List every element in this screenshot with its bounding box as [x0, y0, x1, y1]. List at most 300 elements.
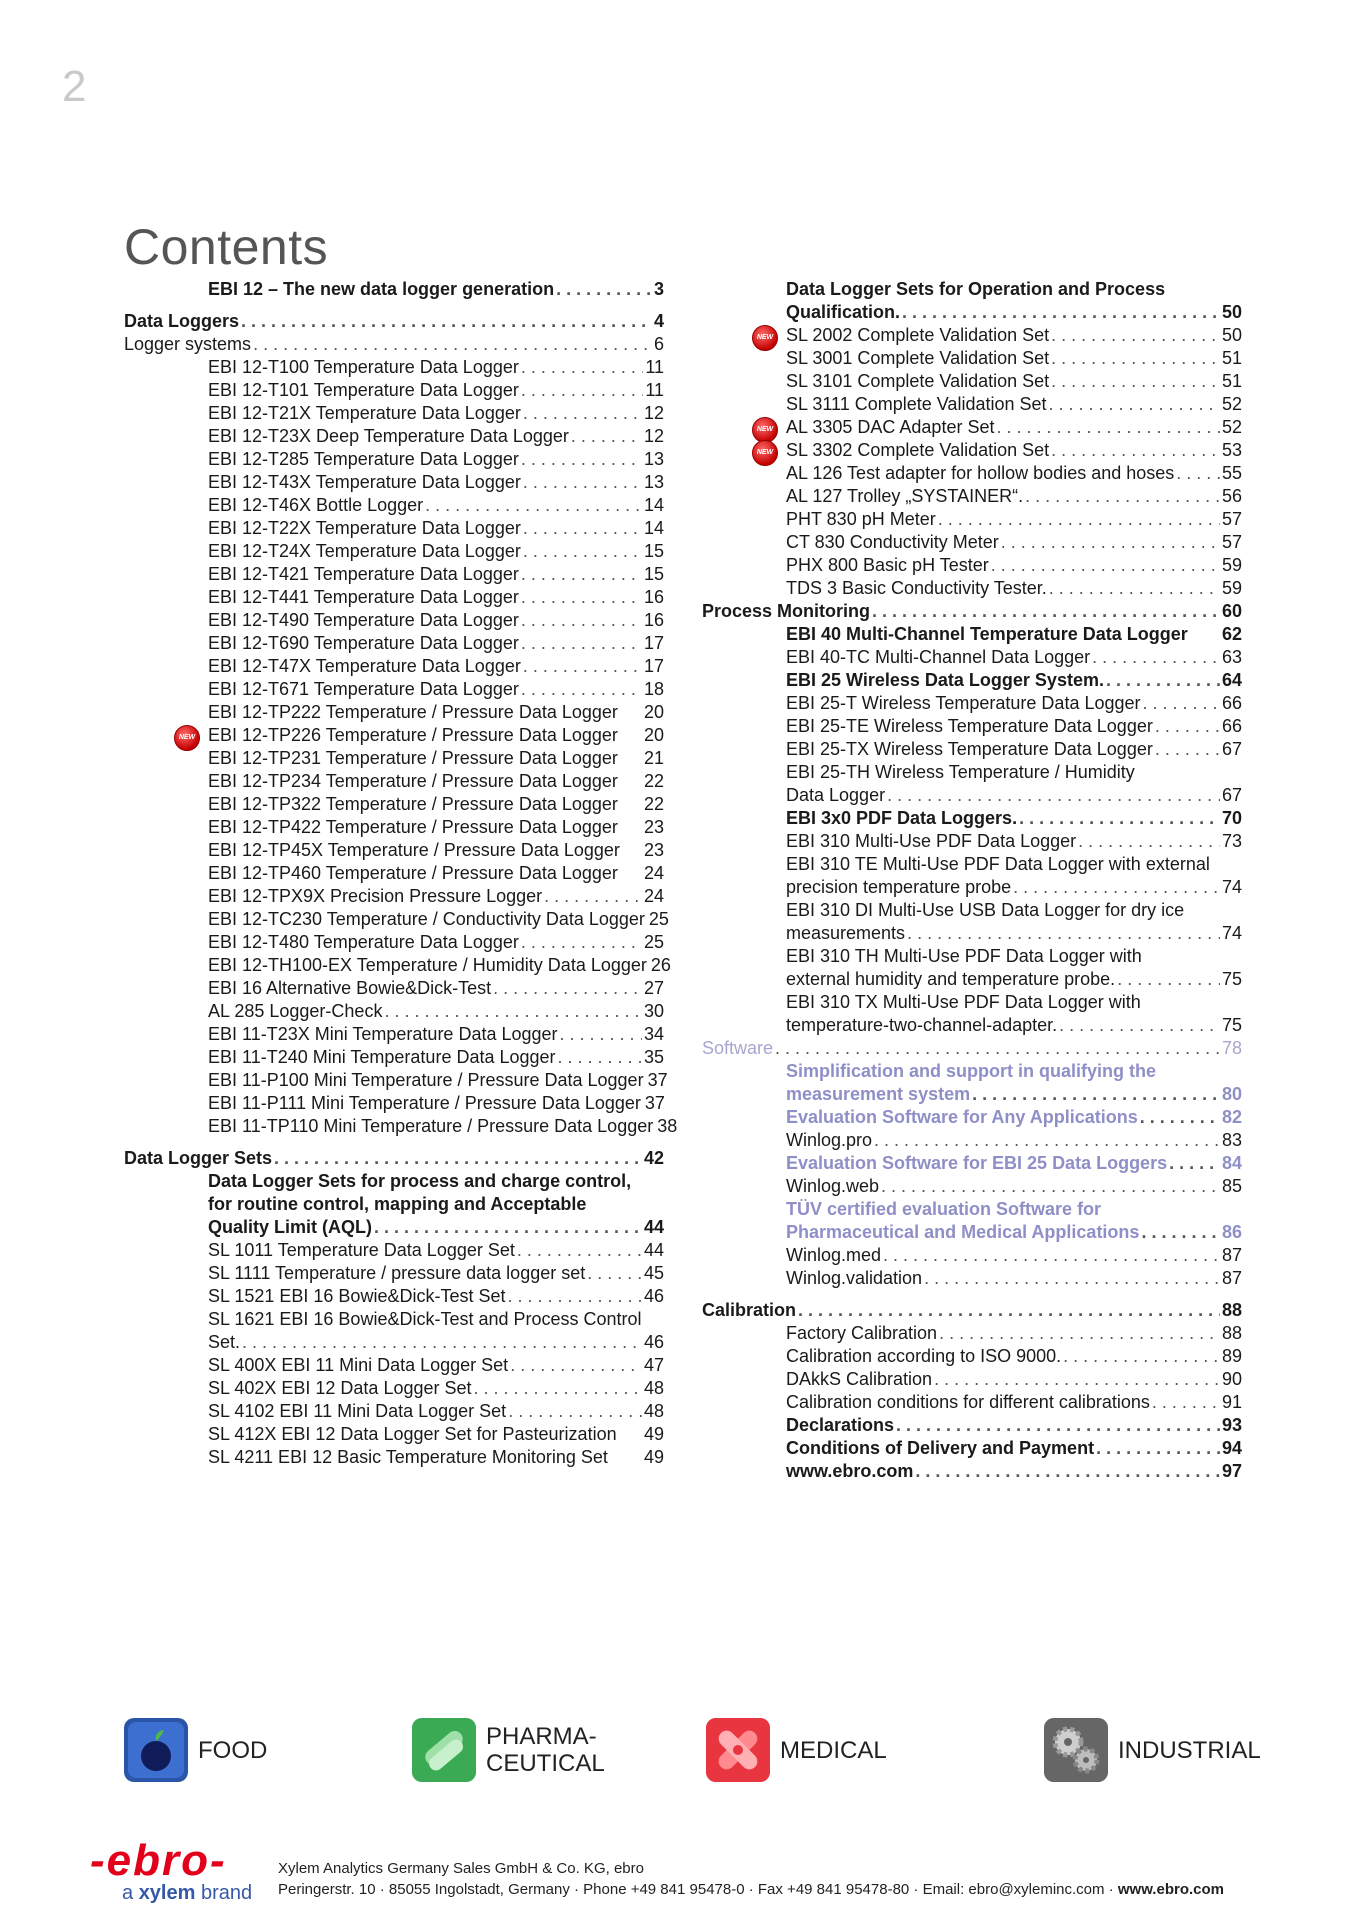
toc-entry-page: 82: [1221, 1107, 1242, 1127]
toc-entry-page: 25: [648, 909, 669, 929]
toc-entry[interactable]: [786, 1014, 1242, 1037]
toc-entry[interactable]: [786, 1060, 1242, 1083]
toc-entry-title: EBI 25 Wireless Data Logger System.: [786, 670, 1104, 690]
toc-entry-page: 27: [643, 978, 664, 998]
toc-entry[interactable]: [208, 563, 664, 586]
dot-leader: [521, 632, 642, 655]
toc-entry[interactable]: [786, 1221, 1242, 1244]
toc-entry-title: EBI 310 DI Multi-Use USB Data Logger for dry ice: [786, 900, 1185, 920]
toc-entry-page: 15: [643, 541, 664, 561]
toc-entry-page: 23: [643, 840, 664, 860]
toc-entry-page: 74: [1221, 923, 1242, 943]
toc-entry-page: 63: [1221, 647, 1242, 667]
toc-entry-page: 30: [643, 1001, 664, 1021]
toc-entry[interactable]: [208, 747, 664, 770]
toc-entry[interactable]: [208, 586, 664, 609]
toc-entry[interactable]: [786, 991, 1242, 1014]
toc-entry-title: Pharmaceutical and Medical Applications: [786, 1222, 1140, 1242]
footer-contact: [278, 1858, 1224, 1900]
toc-entry[interactable]: [786, 278, 1242, 301]
toc-entry[interactable]: [756, 416, 1242, 439]
toc-entry-page: 42: [643, 1148, 664, 1168]
dot-leader: [872, 600, 1220, 623]
dot-leader: [1025, 485, 1220, 508]
toc-entry[interactable]: [208, 1423, 664, 1446]
dot-leader: [521, 563, 642, 586]
toc-entry[interactable]: [786, 1106, 1242, 1129]
toc-entry-page: 12: [643, 403, 664, 423]
dot-leader: [1140, 1106, 1220, 1129]
toc-entry[interactable]: [786, 301, 1242, 324]
toc-entry[interactable]: [786, 347, 1242, 370]
toc-entry-page: 52: [1221, 394, 1242, 414]
toc-entry-title: EBI 12-T101 Temperature Data Logger: [208, 380, 519, 400]
toc-entry[interactable]: [786, 738, 1242, 761]
dot-leader: [939, 1322, 1220, 1345]
dot-leader: [1141, 1221, 1220, 1244]
toc-entry-title: SL 4211 EBI 12 Basic Temperature Monitoring Set: [208, 1447, 608, 1467]
toc-entry[interactable]: [208, 885, 664, 908]
dot-leader: [523, 471, 642, 494]
dot-leader: [517, 1239, 642, 1262]
toc-entry[interactable]: [208, 1092, 664, 1115]
toc-entry[interactable]: [786, 462, 1242, 485]
toc-entry-title: Calibration conditions for different calibrations: [786, 1392, 1150, 1412]
toc-entry-title: EBI 11-T240 Mini Temperature Data Logger: [208, 1047, 556, 1067]
toc-entry-page: 49: [643, 1447, 664, 1467]
toc-entry[interactable]: [786, 830, 1242, 853]
toc-entry-page: 88: [1221, 1300, 1242, 1320]
dot-leader: [1001, 531, 1220, 554]
toc-entry-title: EBI 12-T24X Temperature Data Logger: [208, 541, 521, 561]
toc-entry[interactable]: [124, 333, 664, 356]
toc-entry-title: temperature-two-channel-adapter.: [786, 1015, 1058, 1035]
toc-entry-page: 13: [643, 449, 664, 469]
toc-entry-page: 37: [647, 1070, 668, 1090]
toc-entry-page: 15: [643, 564, 664, 584]
toc-entry-title: EBI 12-TP460 Temperature / Pressure Data Logger: [208, 863, 618, 883]
toc-entry-page: 20: [643, 702, 664, 722]
toc-entry[interactable]: [178, 724, 664, 747]
toc-entry[interactable]: [208, 770, 664, 793]
toc-entry[interactable]: [208, 1193, 664, 1216]
toc-entry[interactable]: [786, 1391, 1242, 1414]
toc-entry-page: 89: [1221, 1346, 1242, 1366]
toc-entry[interactable]: [208, 1239, 664, 1262]
toc-entry-page: 87: [1221, 1245, 1242, 1265]
new-badge-icon: NEW: [752, 417, 778, 443]
toc-entry[interactable]: [786, 692, 1242, 715]
toc-entry[interactable]: [208, 1000, 664, 1023]
toc-entry-page: 11: [645, 357, 664, 377]
dot-leader: [384, 1000, 642, 1023]
toc-entry[interactable]: [786, 531, 1242, 554]
toc-entry[interactable]: [786, 370, 1242, 393]
toc-entry-page: 94: [1221, 1438, 1242, 1458]
toc-entry-page: 21: [643, 748, 664, 768]
toc-entry-title: AL 3305 DAC Adapter Set: [786, 417, 995, 437]
category-label: MEDICAL: [780, 1736, 887, 1764]
toc-entry-title: EBI 12-TPX9X Precision Pressure Logger: [208, 886, 543, 906]
dot-leader: [1117, 968, 1220, 991]
toc-entry[interactable]: [208, 1046, 664, 1069]
dot-leader: [874, 1129, 1220, 1152]
toc-entry-title: EBI 12-T47X Temperature Data Logger: [208, 656, 521, 676]
toc-entry-page: 48: [643, 1401, 664, 1421]
toc-entry-page: 83: [1221, 1130, 1242, 1150]
toc-entry[interactable]: [208, 1308, 664, 1331]
toc-entry-title: Set.: [208, 1332, 241, 1352]
toc-entry[interactable]: [208, 862, 664, 885]
toc-entry[interactable]: [208, 1115, 678, 1138]
toc-entry[interactable]: [786, 646, 1242, 669]
toc-entry[interactable]: [702, 1037, 1242, 1060]
dot-leader: [521, 356, 643, 379]
toc-entry[interactable]: [786, 508, 1242, 531]
dot-leader: [1051, 370, 1220, 393]
toc-entry[interactable]: [786, 1129, 1242, 1152]
toc-entry[interactable]: [786, 1244, 1242, 1267]
toc-entry-page: 24: [643, 863, 664, 883]
category-bar: [124, 1718, 1261, 1788]
toc-entry-title: EBI 12-T43X Temperature Data Logger: [208, 472, 521, 492]
toc-entry[interactable]: [208, 379, 664, 402]
dot-leader: [521, 678, 642, 701]
xylem-brand: a xylem brand: [122, 1882, 253, 1904]
toc-entry-page: 18: [643, 679, 664, 699]
toc-entry[interactable]: [208, 402, 664, 425]
toc-entry[interactable]: [208, 977, 664, 1000]
toc-entry-page: 26: [650, 955, 671, 975]
toc-entry-page: 14: [643, 518, 664, 538]
toc-entry-page: 3: [653, 279, 664, 299]
toc-entry-page: 45: [643, 1263, 664, 1283]
dot-leader: [571, 425, 642, 448]
toc-entry[interactable]: [208, 1331, 664, 1354]
toc-entry-title: DAkkS Calibration: [786, 1369, 933, 1389]
toc-entry-title: AL 126 Test adapter for hollow bodies and hoses: [786, 463, 1175, 483]
dot-leader: [1155, 738, 1220, 761]
toc-entry-page: 22: [643, 771, 664, 791]
toc-entry-page: 35: [643, 1047, 664, 1067]
toc-entry-page: 48: [643, 1378, 664, 1398]
toc-entry[interactable]: [208, 1262, 664, 1285]
toc-entry[interactable]: [786, 1345, 1242, 1368]
toc-entry-page: 50: [1221, 325, 1242, 345]
toc-entry-page: 44: [643, 1217, 664, 1237]
toc-entry-title: Data Logger: [786, 785, 886, 805]
toc-entry[interactable]: [208, 954, 671, 977]
toc-entry-page: 34: [643, 1024, 664, 1044]
toc-entry-page: 88: [1221, 1323, 1242, 1343]
toc-entry-title: SL 3302 Complete Validation Set: [786, 440, 1050, 460]
toc-entry-page: 57: [1221, 509, 1242, 529]
toc-entry[interactable]: [208, 931, 664, 954]
dot-leader: [972, 1083, 1220, 1106]
toc-entry[interactable]: [208, 425, 664, 448]
toc-entry[interactable]: [786, 968, 1242, 991]
dot-leader: [523, 540, 642, 563]
toc-entry-title: Process Monitoring: [702, 601, 871, 621]
toc-entry[interactable]: [208, 632, 664, 655]
toc-entry[interactable]: [208, 1446, 664, 1469]
toc-entry-page: 70: [1221, 808, 1242, 828]
new-badge-icon: NEW: [752, 440, 778, 466]
toc-entry[interactable]: [208, 908, 669, 931]
toc-entry-title: EBI 12 – The new data logger generation: [208, 279, 555, 299]
dot-leader: [915, 1460, 1220, 1483]
toc-entry-title: SL 1621 EBI 16 Bowie&Dick-Test and Process Control: [208, 1309, 642, 1329]
category-medical: [706, 1718, 887, 1782]
toc-entry-page: 64: [1221, 670, 1242, 690]
toc-entry-page: 59: [1221, 578, 1242, 598]
toc-entry-page: 75: [1221, 1015, 1242, 1035]
toc-entry-title: EBI 12-TP45X Temperature / Pressure Data Logger: [208, 840, 620, 860]
toc-entry-page: 57: [1221, 532, 1242, 552]
dot-leader: [544, 885, 642, 908]
toc-entry-title: EBI 12-TP234 Temperature / Pressure Data Logger: [208, 771, 618, 791]
dot-leader: [521, 609, 642, 632]
toc-entry-page: 6: [653, 334, 664, 354]
toc-entry-page: 74: [1221, 877, 1242, 897]
toc-entry-page: 59: [1221, 555, 1242, 575]
toc-entry[interactable]: [786, 1460, 1242, 1483]
toc-entry-title: Evaluation Software for EBI 25 Data Loggers: [786, 1153, 1168, 1173]
toc-entry-page: 13: [643, 472, 664, 492]
toc-entry[interactable]: [702, 1299, 1242, 1322]
toc-entry-title: EBI 12-T421 Temperature Data Logger: [208, 564, 519, 584]
dot-leader: [253, 333, 652, 356]
toc-entry-title: measurement system: [786, 1084, 971, 1104]
toc-entry-title: Winlog.web: [786, 1176, 880, 1196]
toc-entry[interactable]: [786, 1198, 1242, 1221]
page-title: Contents: [124, 219, 329, 275]
toc-entry[interactable]: [786, 669, 1242, 692]
toc-entry[interactable]: [756, 439, 1242, 462]
toc-entry-page: 97: [1221, 1461, 1242, 1481]
toc-entry[interactable]: [208, 1023, 664, 1046]
dot-leader: [523, 517, 642, 540]
toc-entry[interactable]: [208, 471, 664, 494]
dot-leader: [1063, 1345, 1220, 1368]
toc-entry-page: 91: [1221, 1392, 1242, 1412]
toc-entry-title: SL 402X EBI 12 Data Logger Set: [208, 1378, 472, 1398]
toc-entry[interactable]: [208, 816, 664, 839]
toc-entry[interactable]: [208, 356, 664, 379]
bandage-icon: [706, 1718, 770, 1782]
toc-entry-title: EBI 12-T671 Temperature Data Logger: [208, 679, 519, 699]
dot-leader: [1051, 439, 1220, 462]
toc-entry-title: Quality Limit (AQL): [208, 1217, 372, 1237]
toc-entry[interactable]: [208, 1285, 664, 1308]
toc-entry-page: 52: [1221, 417, 1242, 437]
dot-leader: [274, 1147, 642, 1170]
toc-entry-title: SL 412X EBI 12 Data Logger Set for Pasteurization: [208, 1424, 617, 1444]
dot-leader: [1106, 669, 1220, 692]
toc-entry[interactable]: [208, 540, 664, 563]
toc-entry[interactable]: [208, 793, 664, 816]
dot-leader: [1169, 1152, 1220, 1175]
capsules-icon: [412, 1718, 476, 1782]
toc-entry-title: Evaluation Software for Any Applications: [786, 1107, 1138, 1127]
dot-leader: [507, 1285, 641, 1308]
toc-entry-title: EBI 11-P100 Mini Temperature / Pressure Data Logger: [208, 1070, 644, 1090]
toc-entry[interactable]: [786, 1152, 1242, 1175]
toc-entry-title: EBI 12-T22X Temperature Data Logger: [208, 518, 521, 538]
toc-entry[interactable]: [786, 876, 1242, 899]
toc-entry-title: Data Logger Sets: [124, 1148, 273, 1168]
toc-entry-page: 25: [643, 932, 664, 952]
toc-entry[interactable]: [786, 1083, 1242, 1106]
toc-entry-title: EBI 12-T21X Temperature Data Logger: [208, 403, 521, 423]
toc-entry[interactable]: [756, 324, 1242, 347]
toc-entry[interactable]: [786, 784, 1242, 807]
toc-entry-title: measurements: [786, 923, 906, 943]
toc-entry-title: EBI 40 Multi-Channel Temperature Data Logger: [786, 624, 1188, 644]
toc-entry[interactable]: [786, 715, 1242, 738]
dot-leader: [1152, 1391, 1220, 1414]
toc-entry[interactable]: [208, 655, 664, 678]
toc-entry-title: Software: [702, 1038, 774, 1058]
toc-entry[interactable]: [786, 1437, 1242, 1460]
toc-entry-page: 22: [643, 794, 664, 814]
toc-entry[interactable]: [124, 1147, 664, 1170]
dot-leader: [798, 1299, 1220, 1322]
toc-entry-title: SL 3001 Complete Validation Set: [786, 348, 1050, 368]
toc-entry[interactable]: [786, 807, 1242, 830]
toc-entry-page: 49: [643, 1424, 664, 1444]
toc-entry[interactable]: [786, 1414, 1242, 1437]
toc-entry[interactable]: [786, 761, 1242, 784]
toc-entry-title: EBI 310 TH Multi-Use PDF Data Logger with: [786, 946, 1142, 966]
toc-entry[interactable]: [208, 839, 664, 862]
toc-entry-title: www.ebro.com: [786, 1461, 914, 1481]
toc-entry[interactable]: [786, 922, 1242, 945]
toc-entry[interactable]: [786, 1322, 1242, 1345]
toc-entry-title: external humidity and temperature probe.: [786, 969, 1116, 989]
toc-entry[interactable]: [786, 393, 1242, 416]
toc-entry-title: SL 2002 Complete Validation Set: [786, 325, 1050, 345]
toc-entry[interactable]: [786, 945, 1242, 968]
toc-entry-title: Winlog.med: [786, 1245, 882, 1265]
toc-entry-page: 46: [643, 1332, 664, 1352]
toc-entry-page: 16: [643, 587, 664, 607]
toc-entry[interactable]: [208, 1377, 664, 1400]
toc-entry-page: 11: [645, 380, 664, 400]
toc-entry-page: 17: [643, 656, 664, 676]
toc-entry[interactable]: [208, 1216, 664, 1239]
toc-entry-title: Simplification and support in qualifying the: [786, 1061, 1157, 1081]
toc-entry-page: 23: [643, 817, 664, 837]
toc-entry-page: 46: [643, 1286, 664, 1306]
toc-entry[interactable]: [702, 600, 1242, 623]
toc-entry[interactable]: [786, 577, 1242, 600]
dot-leader: [1051, 347, 1220, 370]
dot-leader: [934, 1368, 1220, 1391]
toc-entry-page: 90: [1221, 1369, 1242, 1389]
toc-entry-page: 20: [643, 725, 664, 745]
toc-entry[interactable]: [786, 1267, 1242, 1290]
toc-entry[interactable]: [208, 1170, 664, 1193]
toc-entry-page: 37: [644, 1093, 665, 1113]
toc-entry[interactable]: [208, 517, 664, 540]
toc-entry-title: Logger systems: [124, 334, 252, 354]
toc-entry[interactable]: [786, 623, 1242, 646]
toc-entry-page: 44: [643, 1240, 664, 1260]
toc-entry-page: 67: [1221, 739, 1242, 759]
toc-entry[interactable]: [208, 448, 664, 471]
toc-entry[interactable]: [208, 1354, 664, 1377]
toc-entry-page: 50: [1221, 302, 1242, 322]
toc-entry-page: 17: [643, 633, 664, 653]
category-label: PHARMA- CEUTICAL: [486, 1723, 605, 1777]
toc-entry[interactable]: [786, 899, 1242, 922]
toc-entry-title: EBI 16 Alternative Bowie&Dick-Test: [208, 978, 492, 998]
toc-entry-page: 80: [1221, 1084, 1242, 1104]
toc-entry[interactable]: [786, 1368, 1242, 1391]
toc-entry[interactable]: [208, 678, 664, 701]
toc-entry-title: Factory Calibration: [786, 1323, 938, 1343]
toc-entry-title: precision temperature probe: [786, 877, 1012, 897]
toc-entry[interactable]: [208, 701, 664, 724]
toc-entry-title: EBI 12-TC230 Temperature / Conductivity Data Logger: [208, 909, 645, 929]
toc-entry-title: EBI 12-TP231 Temperature / Pressure Data Logger: [208, 748, 618, 768]
toc-entry-page: 51: [1221, 348, 1242, 368]
toc-entry-title: EBI 25-TE Wireless Temperature Data Logger: [786, 716, 1153, 736]
toc-entry-title: EBI 310 TX Multi-Use PDF Data Logger with: [786, 992, 1141, 1012]
toc-entry-title: EBI 11-P111 Mini Temperature / Pressure Data Logger: [208, 1093, 641, 1113]
toc-entry-title: Winlog.pro: [786, 1130, 873, 1150]
dot-leader: [508, 1400, 642, 1423]
toc-entry-title: Calibration according to ISO 9000.: [786, 1346, 1062, 1366]
toc-entry-title: EBI 12-TH100-EX Temperature / Humidity Data Logger: [208, 955, 647, 975]
dot-leader: [1078, 830, 1220, 853]
toc-entry[interactable]: [786, 1175, 1242, 1198]
toc-entry[interactable]: [208, 1400, 664, 1423]
toc-entry-title: EBI 40-TC Multi-Channel Data Logger: [786, 647, 1091, 667]
toc-entry[interactable]: [786, 485, 1242, 508]
toc-entry-page: 16: [643, 610, 664, 630]
toc-entry[interactable]: [786, 554, 1242, 577]
dot-leader: [558, 1046, 642, 1069]
dot-leader: [521, 586, 642, 609]
toc-entry[interactable]: [124, 310, 664, 333]
toc-entry[interactable]: [208, 494, 664, 517]
dot-leader: [1143, 692, 1220, 715]
toc-entry-page: 66: [1221, 716, 1242, 736]
dot-leader: [1013, 876, 1220, 899]
toc-entry-page: 12: [643, 426, 664, 446]
toc-entry[interactable]: [786, 853, 1242, 876]
dot-leader: [938, 508, 1220, 531]
dot-leader: [1096, 1437, 1220, 1460]
toc-entry-title: EBI 12-T23X Deep Temperature Data Logger: [208, 426, 569, 446]
footer-website[interactable]: www.ebro.com: [1117, 1881, 1224, 1898]
dot-leader: [523, 655, 642, 678]
toc-entry-title: AL 285 Logger-Check: [208, 1001, 383, 1021]
toc-entry-title: for routine control, mapping and Acceptable: [208, 1194, 587, 1214]
page-number: 2: [62, 62, 87, 111]
toc-entry-title: EBI 25-T Wireless Temperature Data Logger: [786, 693, 1141, 713]
toc-entry[interactable]: [208, 609, 664, 632]
toc-entry[interactable]: [208, 1069, 668, 1092]
dot-leader: [521, 379, 643, 402]
toc-entry-title: EBI 25-TH Wireless Temperature / Humidity: [786, 762, 1135, 782]
toc-entry-title: CT 830 Conductivity Meter: [786, 532, 999, 552]
toc-entry-title: EBI 12-TP322 Temperature / Pressure Data Logger: [208, 794, 618, 814]
toc-entry[interactable]: [208, 278, 664, 301]
toc-entry-page: 53: [1221, 440, 1242, 460]
